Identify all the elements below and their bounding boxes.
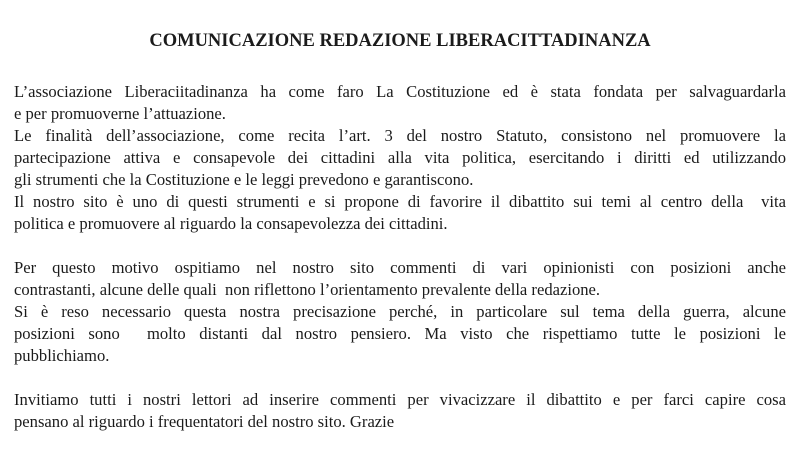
text-line: pubblichiamo.	[14, 346, 110, 365]
text-line: Le finalità dell’associazione, come recita l’art. 3 del nostro Statuto, consistono nel promuovere la	[14, 126, 786, 145]
text-line: gli strumenti che la Costituzione e le leggi prevedono e garantiscono.	[14, 170, 474, 189]
text-line: L’associazione Liberaciitadinanza ha come faro La Costituzione ed è stata fondata per salvaguardarla	[14, 82, 786, 101]
paragraph-gap	[14, 367, 786, 389]
text-line: e per promuoverne l’attuazione.	[14, 104, 226, 123]
text-line: Invitiamo tutti i nostri lettori ad inserire commenti per vivacizzare il dibattito e per farci capire cosa	[14, 390, 786, 409]
text-line: contrastanti, alcune delle quali non riflettono l’orientamento prevalente della redazione.	[14, 280, 601, 299]
document-body	[14, 81, 786, 433]
text-line: posizioni sono molto distanti dal nostro pensiero. Ma visto che rispettiamo tutte le posizioni le	[14, 324, 786, 343]
text-line: partecipazione attiva e consapevole dei cittadini alla vita politica, esercitando i diritti ed utilizzando	[14, 148, 786, 167]
text-line: Il nostro sito è uno di questi strumenti e si propone di favorire il dibattito sui temi al centro della vita	[14, 192, 786, 211]
text-line: Per questo motivo ospitiamo nel nostro sito commenti di vari opinionisti con posizioni anche	[14, 258, 786, 277]
text-line: pensano al riguardo i frequentatori del nostro sito. Grazie	[14, 412, 395, 431]
document-title: COMUNICAZIONE REDAZIONE LIBERACITTADINANZA	[149, 31, 651, 51]
text-line: Si è reso necessario questa nostra precisazione perché, in particolare sul tema della guerra, alcune	[14, 302, 786, 321]
paragraph-gap	[14, 235, 786, 257]
text-line: politica e promuovere al riguardo la consapevolezza dei cittadini.	[14, 214, 448, 233]
